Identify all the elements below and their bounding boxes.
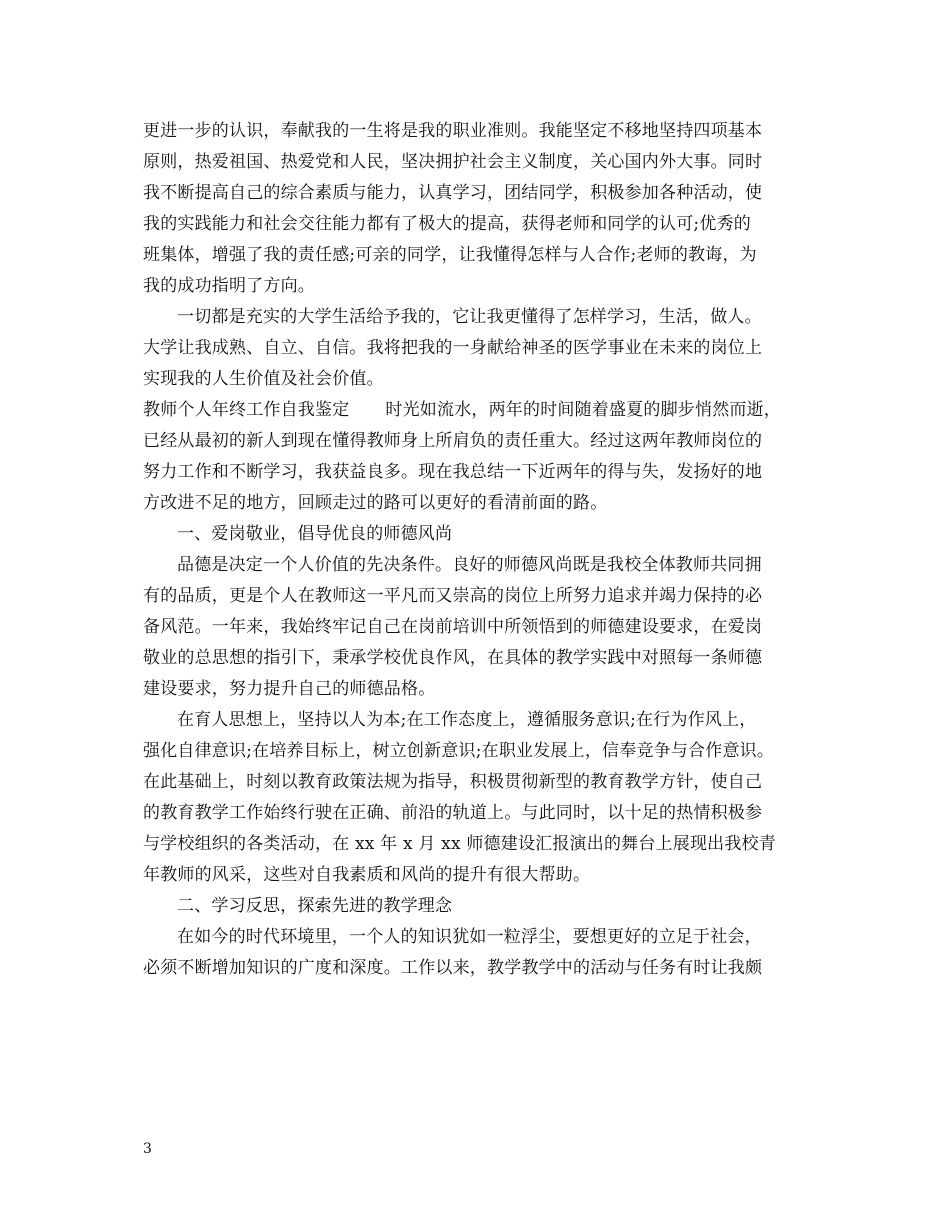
- text-line: 的教育教学工作始终行驶在正确、前沿的轨道上。与此同时，以十足的热情积极参: [143, 803, 763, 823]
- text-line: 我的成功指明了方向。: [143, 276, 315, 296]
- text-line: [143, 395, 823, 426]
- section-title: 教师个人年终工作自我鉴定: [143, 400, 350, 420]
- text-line: 建设要求，努力提升自己的师德品格。: [143, 679, 436, 699]
- text-line: 有的品质，更是个人在教师这一平凡而又崇高的岗位上所努力追求并竭力保持的必: [143, 586, 763, 606]
- text-line: 更进一步的认识，奉献我的一生将是我的职业准则。我能坚定不移地坚持四项基本: [143, 121, 763, 141]
- text-line: 方改进不足的地方，回顾走过的路可以更好的看清前面的路。: [143, 493, 608, 513]
- text-line: 必须不断增加知识的广度和深度。工作以来，教学教学中的活动与任务有时让我颇: [143, 958, 763, 978]
- text-line: 在此基础上，时刻以教育政策法规为指导，积极贯彻新型的教育教学方针，使自己: [143, 772, 763, 792]
- text-line: 实现我的人生价值及社会价值。: [143, 369, 384, 389]
- text-line: 我的实践能力和社会交往能力都有了极大的提高，获得老师和同学的认可;优秀的: [143, 214, 751, 234]
- text-fragment: 时光如流水，两年的时间随着盛夏的脚步悄然而逝，: [385, 400, 782, 420]
- text-line: 品德是决定一个人价值的先决条件。良好的师德风尚既是我校全体教师共同拥: [177, 555, 762, 575]
- text-line: 备风范。一年来，我始终牢记自己在岗前培训中所领悟到的师德建设要求，在爱岗: [143, 617, 763, 637]
- document-body: [143, 116, 823, 984]
- text-line: 强化自律意识;在培养目标上，树立创新意识;在职业发展上，信奉竞争与合作意识。: [143, 741, 775, 761]
- text-line: 原则，热爱祖国、热爱党和人民，坚决拥护社会主义制度，关心国内外大事。同时: [143, 152, 763, 172]
- text-line: 班集体，增强了我的责任感;可亲的同学，让我懂得怎样与人合作;老师的教诲，为: [143, 245, 757, 265]
- page-number: 3: [143, 1141, 152, 1157]
- text-line: 在育人思想上，坚持以人为本;在工作态度上，遵循服务意识;在行为作风上，: [177, 710, 757, 730]
- text-line: 大学让我成熟、自立、自信。我将把我的一身献给神圣的医学事业在未来的岗位上: [143, 338, 763, 358]
- text-line: 与学校组织的各类活动，在 xx 年 x 月 xx 师德建设汇报演出的舞台上展现出我校青: [143, 834, 776, 854]
- text-line: 敬业的总思想的指引下，秉承学校优良作风，在具体的教学实践中对照每一条师德: [143, 648, 763, 668]
- section-heading: 二、学习反思，探索先进的教学理念: [177, 896, 453, 916]
- text-line: 一切都是充实的大学生活给予我的，它让我更懂得了怎样学习，生活，做人。: [177, 307, 762, 327]
- text-line: 年教师的风采，这些对自我素质和风尚的提升有很大帮助。: [143, 865, 591, 885]
- section-heading: 一、爱岗敬业，倡导优良的师德风尚: [177, 524, 453, 544]
- text-line: 已经从最初的新人到现在懂得教师身上所肩负的责任重大。经过这两年教师岗位的: [143, 431, 763, 451]
- text-line: 在如今的时代环境里，一个人的知识犹如一粒浮尘，要想更好的立足于社会，: [177, 927, 762, 947]
- text-line: 我不断提高自己的综合素质与能力，认真学习，团结同学，积极参加各种活动，使: [143, 183, 763, 203]
- text-line: 努力工作和不断学习，我获益良多。现在我总结一下近两年的得与失，发扬好的地: [143, 462, 763, 482]
